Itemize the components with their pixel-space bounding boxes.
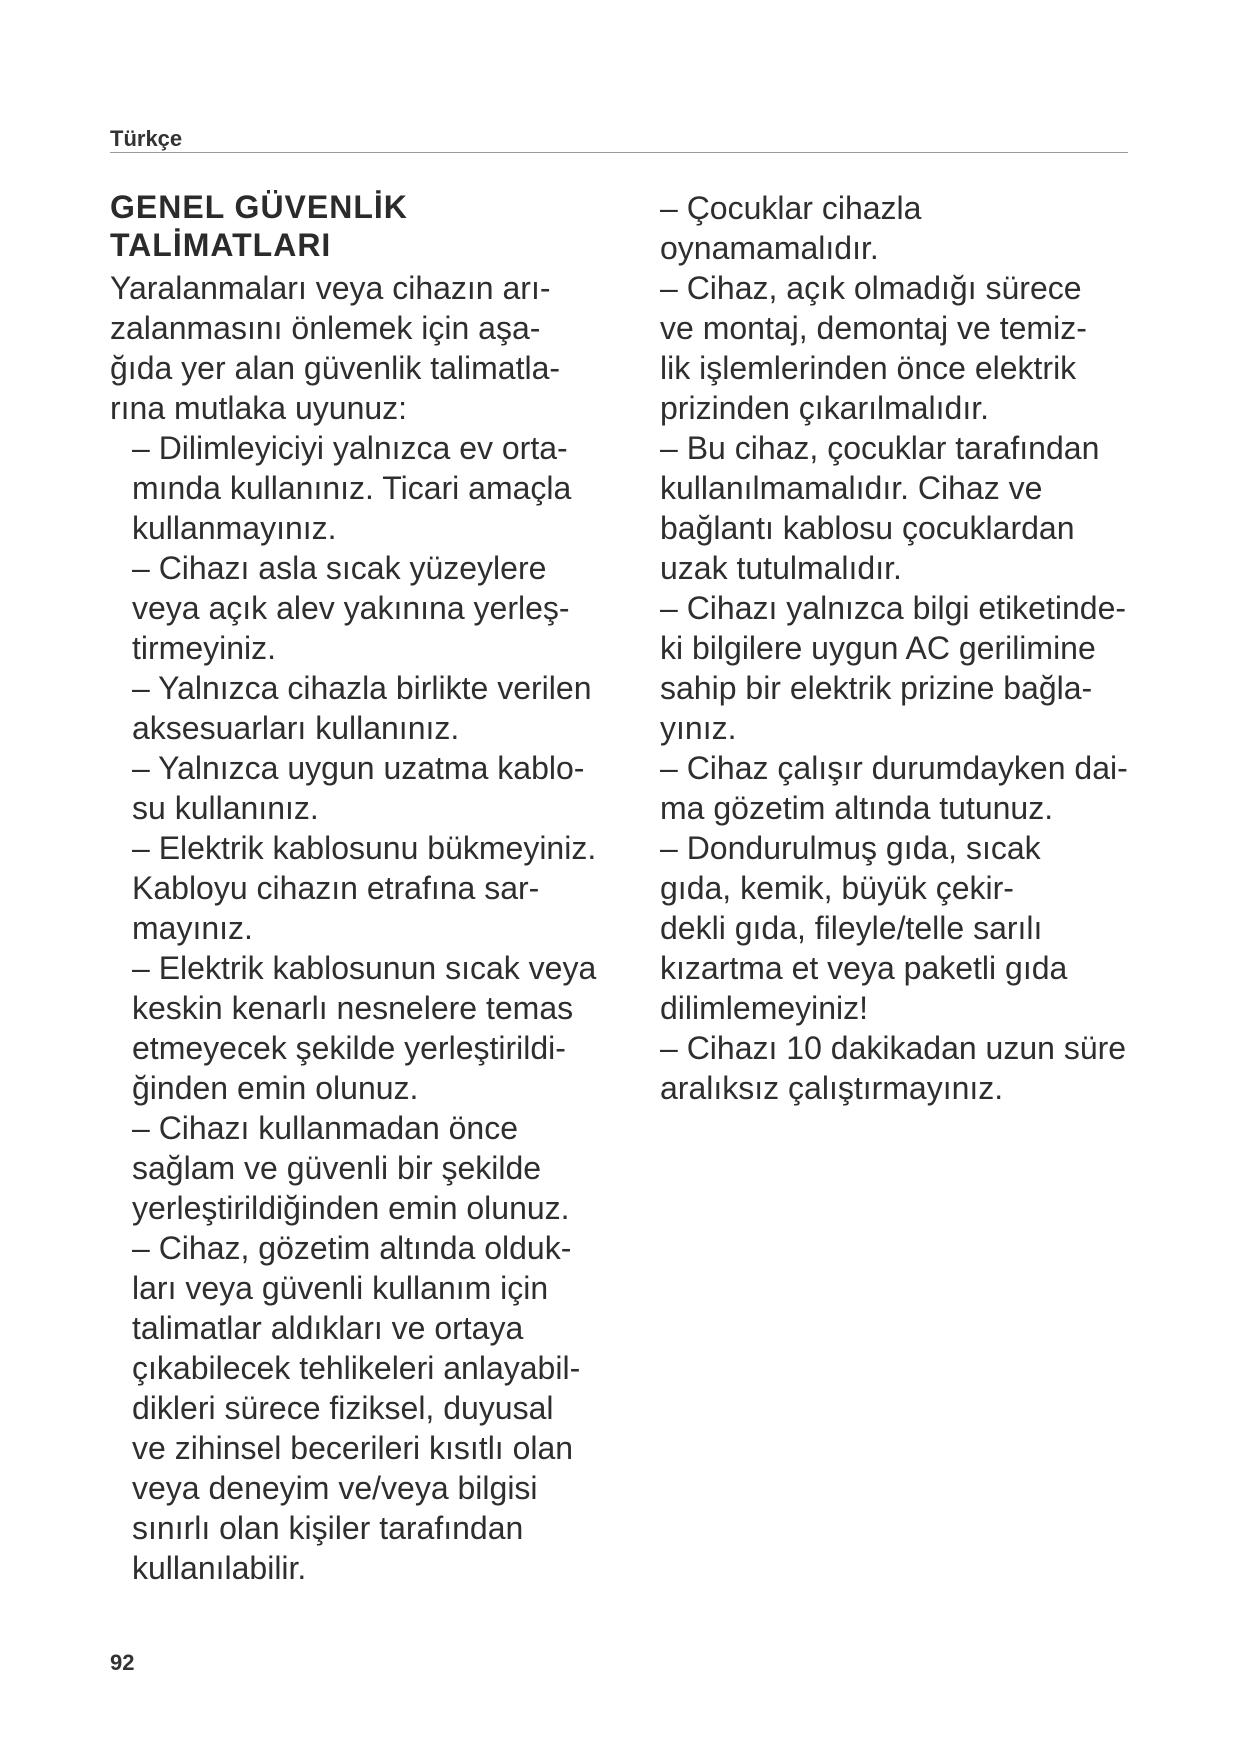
safety-instruction — [660, 748, 1160, 828]
left-safety-list — [110, 428, 650, 1588]
intro-line: rına mutlaka uyunuz: — [110, 390, 408, 426]
safety-instruction — [660, 428, 1160, 588]
instruction-line: oynamamalıdır. — [660, 230, 879, 266]
instruction-line: talimatlar aldıkları ve ortaya — [132, 1310, 524, 1346]
instruction-line: dikleri sürece fiziksel, duyusal — [132, 1390, 554, 1426]
instruction-line: – Cihaz, gözetim altında olduk- — [132, 1230, 572, 1266]
instruction-line: kullanılabilir. — [132, 1550, 307, 1586]
instruction-line: ki bilgilere uygun AC gerilimine — [660, 630, 1096, 666]
instruction-line: sahip bir elektrik prizine bağla- — [660, 670, 1093, 706]
instruction-line: ve zihinsel becerileri kısıtlı olan — [132, 1430, 574, 1466]
instruction-line: – Cihazı asla sıcak yüzeylere — [132, 550, 547, 586]
instruction-line: uzak tutulmalıdır. — [660, 550, 902, 586]
instruction-line: – Cihazı 10 dakikadan uzun süre — [660, 1030, 1127, 1066]
header-divider — [110, 152, 1128, 153]
instruction-line: yınız. — [660, 710, 737, 746]
instruction-line: gıda, kemik, büyük çekir- — [660, 870, 1014, 906]
instruction-line: lik işlemlerinden önce elektrik — [660, 350, 1077, 386]
instruction-line: aksesuarları kullanınız. — [132, 710, 460, 746]
title-line: GENEL GÜVENLİK — [110, 189, 408, 225]
instruction-line: – Yalnızca cihazla birlikte verilen — [132, 670, 592, 706]
intro-paragraph — [110, 268, 650, 428]
instruction-line: mında kullanınız. Ticari amaçla — [132, 470, 572, 506]
instruction-line: ları veya güvenli kullanım için — [132, 1270, 549, 1306]
safety-instruction — [132, 948, 650, 1108]
instruction-line: – Yalnızca uygun uzatma kablo- — [132, 750, 585, 786]
instruction-line: yerleştirildiğinden emin olunuz. — [132, 1190, 570, 1226]
instruction-line: aralıksız çalıştırmayınız. — [660, 1070, 1004, 1106]
instruction-line: kullanmayınız. — [132, 510, 337, 546]
safety-instruction — [660, 1028, 1160, 1108]
instruction-line: ğinden emin olunuz. — [132, 1070, 419, 1106]
instruction-line: veya açık alev yakınına yerleş- — [132, 590, 570, 626]
instruction-line: – Cihazı kullanmadan önce — [132, 1110, 519, 1146]
safety-instruction — [660, 188, 1160, 268]
safety-instruction — [660, 268, 1160, 428]
safety-instruction — [660, 828, 1160, 1028]
instruction-line: tirmeyiniz. — [132, 630, 277, 666]
instruction-line: etmeyecek şekilde yerleştirildi- — [132, 1030, 566, 1066]
intro-line: ğıda yer alan güvenlik talimatla- — [110, 350, 561, 386]
safety-instruction — [132, 548, 650, 668]
instruction-line: dilimlemeyiniz! — [660, 990, 869, 1026]
instruction-line: ve montaj, demontaj ve temiz- — [660, 310, 1087, 346]
instruction-line: – Elektrik kablosunun sıcak veya — [132, 950, 597, 986]
instruction-line: – Cihazı yalnızca bilgi etiketinde- — [660, 590, 1127, 626]
safety-instruction — [660, 588, 1160, 748]
instruction-line: prizinden çıkarılmalıdır. — [660, 390, 990, 426]
instruction-line: keskin kenarlı nesnelere temas — [132, 990, 574, 1026]
instruction-line: dekli gıda, fileyle/telle sarılı — [660, 910, 1043, 946]
instruction-line: – Bu cihaz, çocuklar tarafından — [660, 430, 1100, 466]
instruction-line: su kullanınız. — [132, 790, 319, 826]
safety-instruction — [132, 1228, 650, 1588]
instruction-line: – Cihaz çalışır durumdayken dai- — [660, 750, 1128, 786]
left-column — [110, 188, 650, 1588]
instruction-line: ma gözetim altında tutunuz. — [660, 790, 1054, 826]
safety-instruction — [132, 428, 650, 548]
instruction-line: mayınız. — [132, 910, 253, 946]
instruction-line: – Dilimleyiciyi yalnızca ev orta- — [132, 430, 568, 466]
safety-instruction — [132, 748, 650, 828]
language-label: Türkçe — [110, 126, 183, 151]
instruction-line: – Çocuklar cihazla — [660, 190, 922, 226]
instruction-line: – Elektrik kablosunu bükmeyiniz. — [132, 830, 597, 866]
instruction-line: bağlantı kablosu çocuklardan — [660, 510, 1075, 546]
right-column — [660, 188, 1160, 1108]
safety-instruction — [132, 1108, 650, 1228]
intro-line: Yaralanmaları veya cihazın arı- — [110, 270, 551, 306]
instruction-line: veya deneyim ve/veya bilgisi — [132, 1470, 538, 1506]
title-line: TALİMATLARI — [110, 227, 332, 263]
intro-line: zalanmasını önlemek için aşa- — [110, 310, 541, 346]
instruction-line: çıkabilecek tehlikeleri anlayabil- — [132, 1350, 581, 1386]
instruction-line: sağlam ve güvenli bir şekilde — [132, 1150, 542, 1186]
page-number: 92 — [110, 1650, 135, 1675]
instruction-line: Kabloyu cihazın etrafına sar- — [132, 870, 540, 906]
instruction-line: – Dondurulmuş gıda, sıcak — [660, 830, 1041, 866]
section-title — [110, 188, 650, 264]
instruction-line: sınırlı olan kişiler tarafından — [132, 1510, 524, 1546]
safety-instruction — [132, 828, 650, 948]
instruction-line: kızartma et veya paketli gıda — [660, 950, 1068, 986]
safety-instruction — [132, 668, 650, 748]
instruction-line: – Cihaz, açık olmadığı sürece — [660, 270, 1082, 306]
instruction-line: kullanılmamalıdır. Cihaz ve — [660, 470, 1043, 506]
right-safety-list — [660, 188, 1160, 1108]
